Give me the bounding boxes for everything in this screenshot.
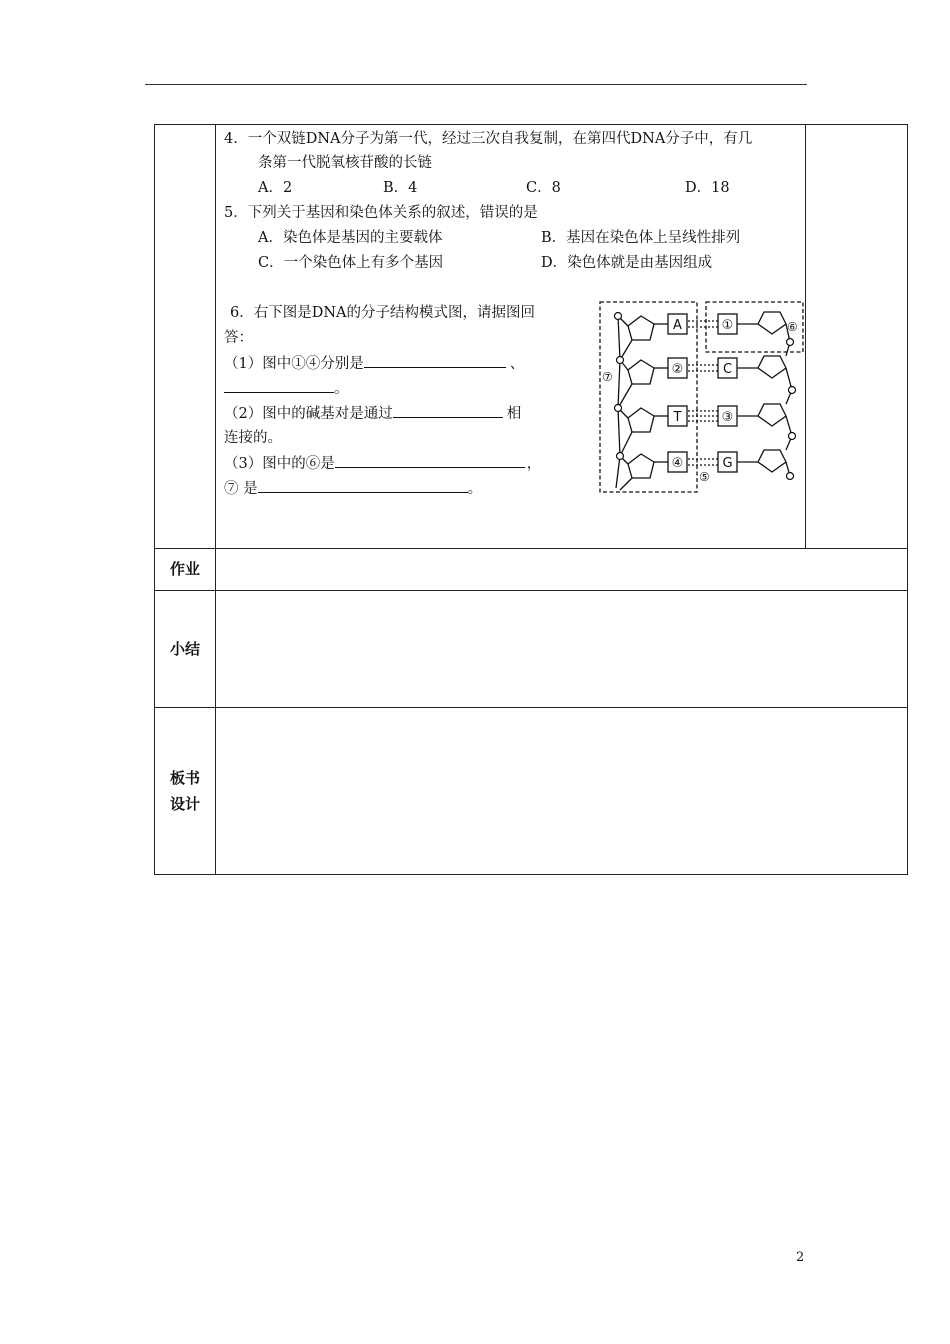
label-column-divider [215, 124, 216, 875]
right-phosphate-3 [789, 433, 796, 440]
page-number: 2 [796, 1250, 805, 1265]
left-sugar-4 [628, 454, 654, 478]
q6-sub3-text: （3）图中的⑥是 [224, 456, 335, 472]
q6-sub3 [224, 453, 541, 474]
marker-5: ⑤ [699, 470, 710, 484]
q5-option-d: D．染色体就是由基因组成 [541, 255, 713, 271]
q6-sub3-line2 [224, 478, 482, 499]
left-base-label-3: T [673, 410, 682, 425]
left-phosphate-3 [615, 405, 622, 412]
row-label-board-2: 设计 [169, 795, 200, 813]
right-base-label-1: ① [721, 318, 734, 333]
q4-option-a: A．2 [258, 180, 293, 196]
q6-sub1 [224, 353, 524, 374]
q6-blank-2[interactable] [224, 378, 334, 393]
row-label-summary: 小结 [169, 640, 200, 658]
q6-blank-1[interactable] [364, 353, 506, 368]
q6-sub1-end: 。 [334, 381, 349, 397]
q6-sub2-tail: 相 [506, 406, 522, 422]
row-label-homework: 作业 [169, 560, 200, 578]
q6-blank-3[interactable] [393, 403, 503, 418]
q5-option-a: A．染色体是基因的主要载体 [258, 230, 443, 246]
right-phosphate-4 [787, 473, 794, 480]
left-phosphate-4 [617, 453, 624, 460]
right-base-label-4: G [722, 456, 733, 471]
right-base-label-3: ③ [721, 410, 734, 425]
q4-option-b: B．4 [383, 180, 418, 196]
left-sugar-3 [628, 408, 654, 432]
dna-structure-diagram [598, 298, 808, 498]
header-rule [145, 84, 807, 85]
left-base-label-2: ② [671, 362, 684, 377]
q6-stem-line1: 6．右下图是DNA的分子结构模式图，请据图回 [230, 305, 536, 321]
q6-sub3-end: 。 [467, 481, 483, 497]
marker-7: ⑦ [602, 370, 613, 384]
right-phosphate-1 [787, 339, 794, 346]
left-backbone [616, 316, 620, 488]
q6-stem-line2: 答： [224, 330, 253, 346]
q5-option-c: C．一个染色体上有多个基因 [258, 255, 444, 271]
right-sugar-1 [758, 312, 786, 334]
row-divider-1 [154, 548, 908, 549]
q6-sub2-line2: 连接的。 [224, 430, 282, 446]
q4-option-c: C．8 [526, 180, 561, 196]
marker-6: ⑥ [787, 320, 798, 334]
q4-stem-line2: 条第一代脱氧核苷酸的长链 [258, 155, 432, 171]
q6-sub2 [224, 403, 521, 424]
right-sugar-3 [758, 404, 786, 426]
q6-sub1-sep: 、 [509, 356, 525, 372]
q6-sub3-sep: ， [526, 456, 542, 472]
q6-blank-5[interactable] [258, 478, 468, 493]
right-base-label-2: C [722, 362, 733, 377]
left-sugar-2 [628, 360, 654, 384]
right-sugar-2 [758, 356, 786, 378]
left-sugar-1 [628, 316, 654, 340]
q6-blank-4[interactable] [335, 453, 525, 468]
left-base-label-4: ④ [671, 456, 684, 471]
q5-stem: 5．下列关于基因和染色体关系的叙述，错误的是 [224, 205, 538, 221]
q6-sub2-text: （2）图中的碱基对是通过 [224, 406, 393, 422]
q6-sub3-label7: ⑦ 是 [224, 481, 258, 497]
row-divider-3 [154, 707, 908, 708]
left-phosphate-1 [615, 313, 622, 320]
left-base-label-1: A [673, 318, 682, 333]
left-phosphate-2 [617, 357, 624, 364]
q4-stem-line1: 4．一个双链DNA分子为第一代，经过三次自我复制，在第四代DNA分子中，有几 [224, 131, 753, 147]
q6-sub1-text: （1）图中①④分别是 [224, 356, 364, 372]
right-phosphate-2 [789, 387, 796, 394]
row-label-board-1: 板书 [169, 769, 200, 787]
right-sugar-4 [758, 450, 786, 472]
q6-sub1-line2 [224, 378, 349, 399]
row-divider-2 [154, 590, 908, 591]
q5-option-b: B．基因在染色体上呈线性排列 [541, 230, 741, 246]
q4-option-d: D．18 [685, 180, 730, 196]
